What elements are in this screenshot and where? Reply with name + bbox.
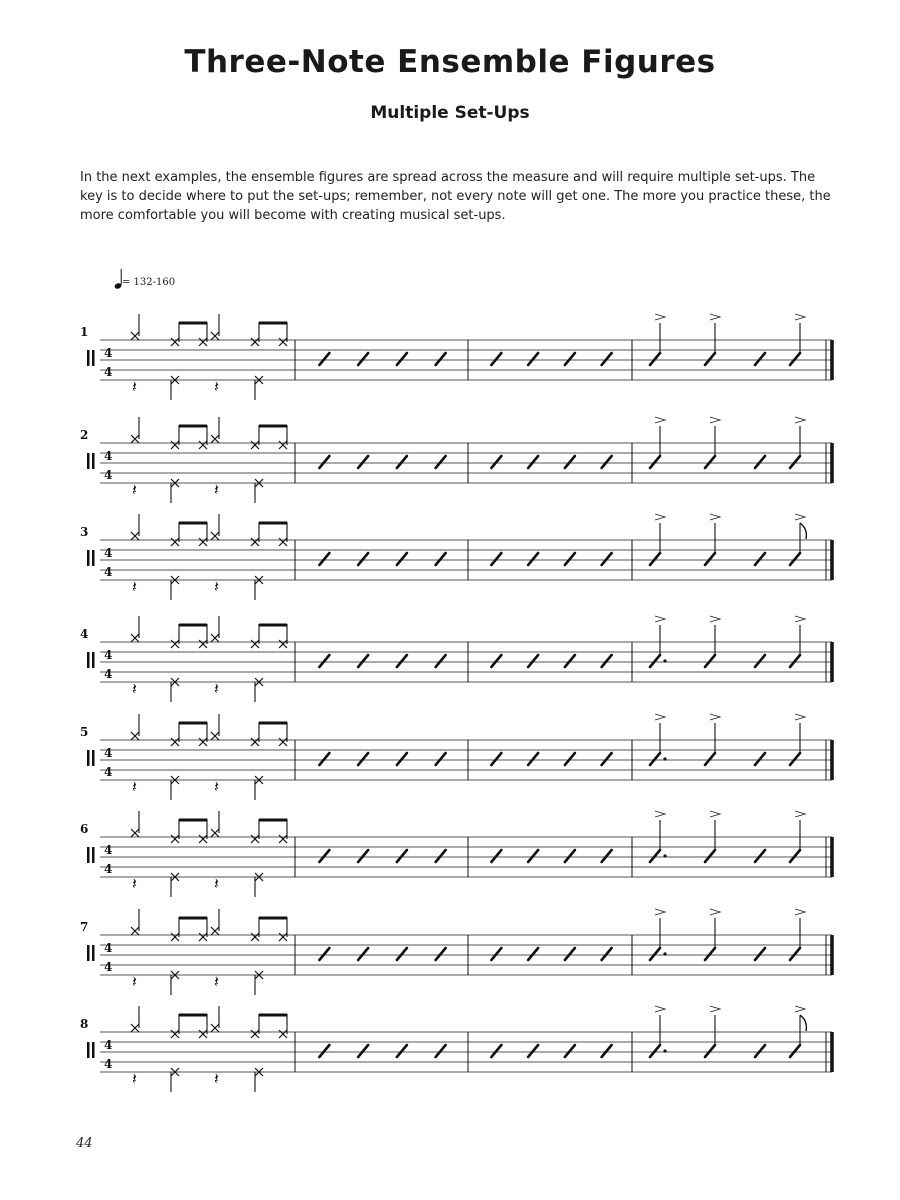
x-notehead — [251, 1030, 259, 1038]
percussion-clef — [92, 750, 95, 766]
slash-notehead — [790, 553, 800, 565]
slash-notehead — [705, 850, 715, 862]
slash-notehead — [319, 850, 329, 862]
slash-notehead — [565, 753, 575, 765]
x-notehead — [131, 732, 139, 740]
slash-notehead — [491, 753, 501, 765]
slash-notehead — [565, 948, 575, 960]
percussion-clef — [92, 847, 95, 863]
drum-staff — [0, 320, 900, 420]
slash-notehead — [491, 1045, 501, 1057]
slash-notehead — [358, 753, 368, 765]
note-flag — [800, 523, 806, 539]
time-signature-bottom: 4 — [104, 765, 113, 779]
slash-notehead — [602, 948, 612, 960]
example-number: 8 — [80, 1017, 89, 1031]
drum-staff — [0, 720, 900, 820]
staff-group — [80, 1006, 832, 1092]
time-signature-bottom: 4 — [104, 960, 113, 974]
slash-notehead — [602, 850, 612, 862]
slash-notehead — [705, 753, 715, 765]
drum-staff — [0, 1012, 900, 1112]
percussion-clef — [92, 945, 95, 961]
x-notehead — [131, 927, 139, 935]
quarter-rest: 𝄽 — [132, 1069, 137, 1088]
slash-notehead — [436, 753, 446, 765]
slash-notehead — [650, 456, 660, 468]
x-notehead — [171, 338, 179, 346]
x-notehead — [251, 338, 259, 346]
x-notehead — [211, 732, 219, 740]
slash-notehead — [705, 553, 715, 565]
slash-notehead — [705, 456, 715, 468]
x-notehead — [171, 441, 179, 449]
slash-notehead — [650, 753, 660, 765]
slash-notehead — [319, 456, 329, 468]
slash-notehead — [436, 1045, 446, 1057]
staff-group — [80, 714, 832, 800]
slash-notehead — [790, 948, 800, 960]
accent-mark — [710, 314, 720, 320]
slash-notehead — [790, 753, 800, 765]
slash-notehead — [790, 850, 800, 862]
intro-text: In the next examples, the ensemble figures are spread across the measure and will require multiple set-ups. The key is to decide where to put the set-ups; remember, not every note will get one. The more you practice these, the more comfortable you will become with creating musical set-ups. — [80, 170, 831, 223]
x-notehead — [251, 538, 259, 546]
quarter-rest: 𝄽 — [214, 1069, 219, 1088]
percussion-clef — [87, 945, 90, 961]
slash-notehead — [790, 353, 800, 365]
example-3 — [0, 520, 900, 620]
quarter-rest: 𝄽 — [132, 679, 137, 698]
slash-notehead — [491, 456, 501, 468]
staff-group — [80, 616, 832, 702]
slash-notehead — [755, 948, 765, 960]
percussion-clef — [87, 847, 90, 863]
percussion-clef — [92, 550, 95, 566]
slash-notehead — [436, 948, 446, 960]
x-notehead — [211, 332, 219, 340]
quarter-rest: 𝄽 — [132, 377, 137, 396]
slash-notehead — [565, 655, 575, 667]
slash-notehead — [790, 655, 800, 667]
time-signature-top: 4 — [104, 941, 113, 955]
staff-group — [80, 314, 832, 400]
slash-notehead — [565, 850, 575, 862]
example-number: 7 — [80, 920, 89, 934]
staff-group — [80, 417, 832, 503]
slash-notehead — [705, 948, 715, 960]
percussion-clef — [87, 350, 90, 366]
slash-notehead — [528, 1045, 538, 1057]
x-notehead — [171, 640, 179, 648]
slash-notehead — [319, 655, 329, 667]
slash-notehead — [650, 553, 660, 565]
quarter-rest: 𝄽 — [214, 577, 219, 596]
example-5 — [0, 720, 900, 820]
tempo-text: = 132-160 — [122, 277, 176, 288]
slash-notehead — [358, 353, 368, 365]
example-number: 2 — [80, 428, 89, 442]
x-notehead — [211, 634, 219, 642]
x-notehead — [131, 435, 139, 443]
x-notehead — [211, 829, 219, 837]
slash-notehead — [436, 850, 446, 862]
x-notehead — [279, 835, 287, 843]
example-2 — [0, 423, 900, 523]
slash-notehead — [705, 655, 715, 667]
slash-notehead — [650, 655, 660, 667]
drum-staff — [0, 817, 900, 917]
quarter-rest: 𝄽 — [214, 777, 219, 796]
percussion-clef — [92, 652, 95, 668]
staff-group — [80, 811, 832, 897]
x-notehead — [171, 933, 179, 941]
percussion-clef — [87, 750, 90, 766]
tempo-marking — [112, 266, 212, 294]
x-notehead — [131, 829, 139, 837]
intro-paragraph — [80, 168, 832, 225]
x-notehead — [279, 738, 287, 746]
x-notehead — [251, 835, 259, 843]
drum-staff — [0, 423, 900, 523]
x-notehead — [251, 441, 259, 449]
x-notehead — [251, 640, 259, 648]
quarter-rest: 𝄽 — [214, 972, 219, 991]
x-notehead — [211, 1024, 219, 1032]
slash-notehead — [319, 753, 329, 765]
staff-group — [80, 514, 832, 600]
slash-notehead — [755, 553, 765, 565]
slash-notehead — [565, 553, 575, 565]
slash-notehead — [397, 850, 407, 862]
slash-notehead — [650, 948, 660, 960]
x-notehead — [211, 927, 219, 935]
accent-mark — [795, 314, 805, 320]
time-signature-top: 4 — [104, 1038, 113, 1052]
drum-staff — [0, 520, 900, 620]
quarter-rest: 𝄽 — [132, 972, 137, 991]
slash-notehead — [397, 753, 407, 765]
x-notehead — [211, 532, 219, 540]
x-notehead — [131, 1024, 139, 1032]
time-signature-bottom: 4 — [104, 565, 113, 579]
x-notehead — [199, 538, 207, 546]
slash-notehead — [650, 850, 660, 862]
slash-notehead — [319, 948, 329, 960]
slash-notehead — [528, 850, 538, 862]
quarter-rest: 𝄽 — [214, 377, 219, 396]
x-notehead — [279, 933, 287, 941]
percussion-clef — [92, 1042, 95, 1058]
slash-notehead — [755, 753, 765, 765]
quarter-rest: 𝄽 — [214, 679, 219, 698]
note-flag — [800, 1015, 806, 1031]
note-dot — [663, 854, 666, 857]
slash-notehead — [528, 456, 538, 468]
time-signature-top: 4 — [104, 843, 113, 857]
example-number: 3 — [80, 525, 89, 539]
x-notehead — [199, 640, 207, 648]
slash-notehead — [491, 655, 501, 667]
slash-notehead — [528, 948, 538, 960]
quarter-rest: 𝄽 — [132, 480, 137, 499]
slash-notehead — [528, 655, 538, 667]
x-notehead — [211, 435, 219, 443]
x-notehead — [279, 538, 287, 546]
example-number: 1 — [80, 325, 89, 339]
quarter-rest: 𝄽 — [132, 874, 137, 893]
x-notehead — [131, 532, 139, 540]
page-subtitle: Multiple Set-Ups — [370, 103, 530, 123]
time-signature-bottom: 4 — [104, 468, 113, 482]
slash-notehead — [436, 456, 446, 468]
slash-notehead — [755, 456, 765, 468]
slash-notehead — [565, 456, 575, 468]
slash-notehead — [397, 553, 407, 565]
slash-notehead — [755, 1045, 765, 1057]
slash-notehead — [602, 553, 612, 565]
time-signature-top: 4 — [104, 746, 113, 760]
time-signature-bottom: 4 — [104, 365, 113, 379]
example-number: 4 — [80, 627, 89, 641]
slash-notehead — [491, 850, 501, 862]
slash-notehead — [397, 948, 407, 960]
time-signature-bottom: 4 — [104, 667, 113, 681]
slash-notehead — [436, 553, 446, 565]
slash-notehead — [755, 850, 765, 862]
slash-notehead — [319, 353, 329, 365]
slash-notehead — [602, 353, 612, 365]
time-signature-top: 4 — [104, 648, 113, 662]
x-notehead — [199, 338, 207, 346]
slash-notehead — [358, 655, 368, 667]
percussion-clef — [92, 350, 95, 366]
example-6 — [0, 817, 900, 917]
x-notehead — [199, 738, 207, 746]
x-notehead — [199, 835, 207, 843]
time-signature-bottom: 4 — [104, 1057, 113, 1071]
drum-staff — [0, 915, 900, 1015]
slash-notehead — [755, 655, 765, 667]
note-dot — [663, 952, 666, 955]
x-notehead — [251, 933, 259, 941]
slash-notehead — [602, 1045, 612, 1057]
slash-notehead — [397, 1045, 407, 1057]
page-title: Three-Note Ensemble Figures — [184, 44, 716, 80]
x-notehead — [171, 538, 179, 546]
slash-notehead — [319, 553, 329, 565]
example-8 — [0, 1012, 900, 1112]
slash-notehead — [650, 1045, 660, 1057]
x-notehead — [199, 1030, 207, 1038]
x-notehead — [131, 634, 139, 642]
x-notehead — [171, 835, 179, 843]
example-7 — [0, 915, 900, 1015]
slash-notehead — [319, 1045, 329, 1057]
slash-notehead — [528, 753, 538, 765]
example-4 — [0, 622, 900, 722]
slash-notehead — [491, 553, 501, 565]
slash-notehead — [358, 553, 368, 565]
slash-notehead — [491, 948, 501, 960]
slash-notehead — [436, 353, 446, 365]
note-dot — [663, 757, 666, 760]
percussion-clef — [87, 453, 90, 469]
slash-notehead — [436, 655, 446, 667]
x-notehead — [279, 640, 287, 648]
drum-staff — [0, 622, 900, 722]
percussion-clef — [87, 550, 90, 566]
slash-notehead — [397, 353, 407, 365]
staff-group — [80, 909, 832, 995]
slash-notehead — [358, 456, 368, 468]
example-1 — [0, 320, 900, 420]
example-number: 6 — [80, 822, 89, 836]
slash-notehead — [491, 353, 501, 365]
note-dot — [663, 659, 666, 662]
x-notehead — [279, 338, 287, 346]
time-signature-top: 4 — [104, 346, 113, 360]
slash-notehead — [602, 753, 612, 765]
slash-notehead — [565, 353, 575, 365]
slash-notehead — [358, 850, 368, 862]
quarter-rest: 𝄽 — [214, 874, 219, 893]
slash-notehead — [358, 948, 368, 960]
x-notehead — [171, 1030, 179, 1038]
note-dot — [663, 1049, 666, 1052]
x-notehead — [279, 1030, 287, 1038]
page-number: 44 — [76, 1136, 93, 1151]
slash-notehead — [790, 1045, 800, 1057]
slash-notehead — [650, 353, 660, 365]
slash-notehead — [528, 353, 538, 365]
percussion-clef — [87, 652, 90, 668]
slash-notehead — [358, 1045, 368, 1057]
accent-mark — [655, 314, 665, 320]
slash-notehead — [602, 456, 612, 468]
slash-notehead — [397, 655, 407, 667]
x-notehead — [279, 441, 287, 449]
x-notehead — [131, 332, 139, 340]
quarter-rest: 𝄽 — [132, 777, 137, 796]
quarter-rest: 𝄽 — [214, 480, 219, 499]
time-signature-bottom: 4 — [104, 862, 113, 876]
percussion-clef — [92, 453, 95, 469]
slash-notehead — [565, 1045, 575, 1057]
x-notehead — [251, 738, 259, 746]
slash-notehead — [602, 655, 612, 667]
quarter-rest: 𝄽 — [132, 577, 137, 596]
slash-notehead — [705, 1045, 715, 1057]
x-notehead — [171, 738, 179, 746]
slash-notehead — [755, 353, 765, 365]
x-notehead — [199, 933, 207, 941]
example-number: 5 — [80, 725, 89, 739]
slash-notehead — [705, 353, 715, 365]
slash-notehead — [528, 553, 538, 565]
slash-notehead — [397, 456, 407, 468]
time-signature-top: 4 — [104, 449, 113, 463]
slash-notehead — [790, 456, 800, 468]
time-signature-top: 4 — [104, 546, 113, 560]
x-notehead — [199, 441, 207, 449]
percussion-clef — [87, 1042, 90, 1058]
